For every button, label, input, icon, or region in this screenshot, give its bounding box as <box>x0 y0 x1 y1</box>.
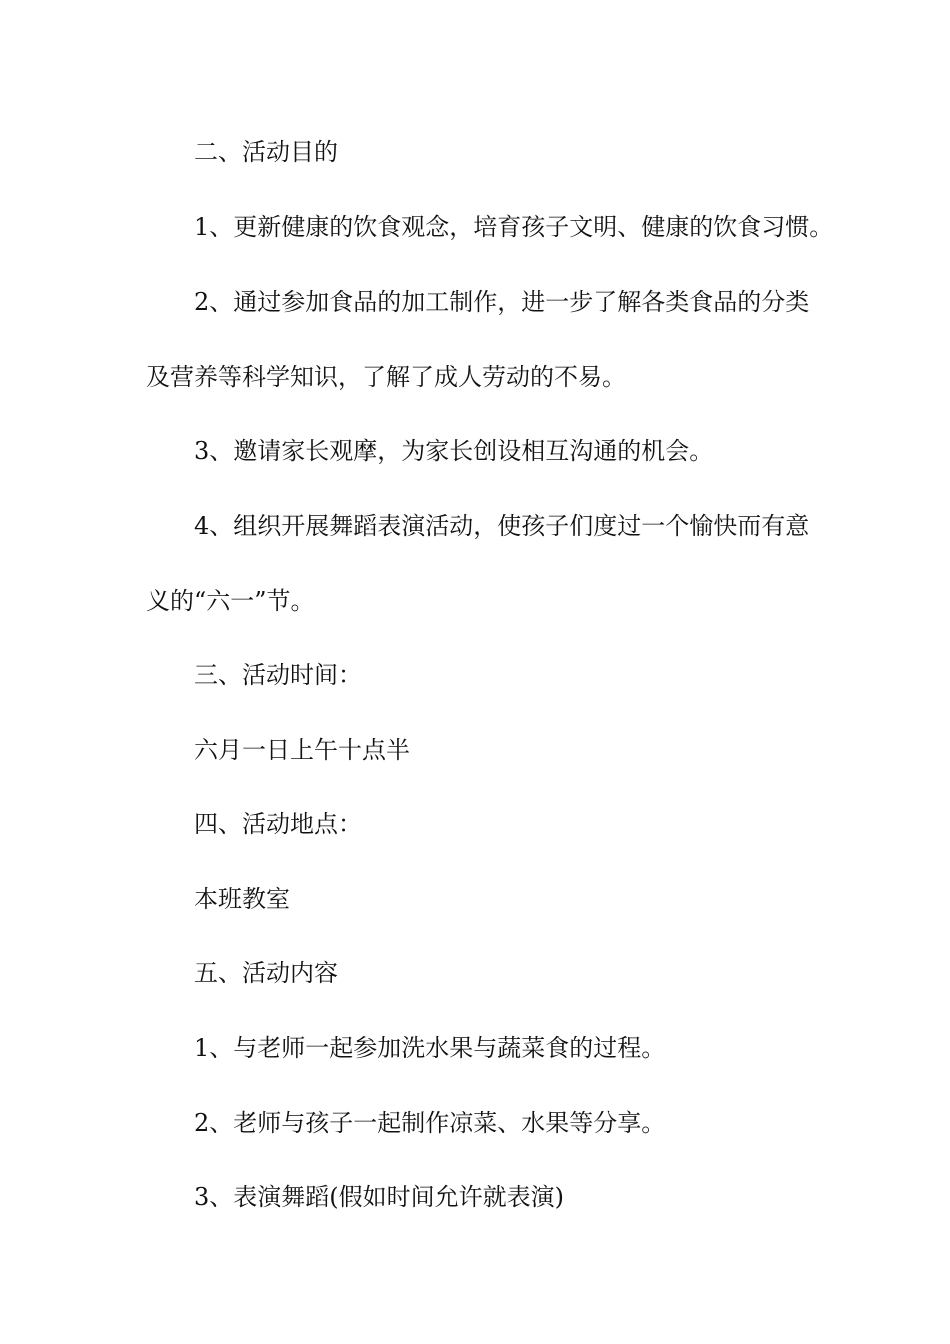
goal-item-2-continued: 及营养等科学知识，了解了成人劳动的不易。 <box>146 363 626 391</box>
content-item-2: 2、老师与孩子一起制作凉菜、水果等分享。 <box>194 1109 666 1137</box>
heading-activity-location: 四、活动地点： <box>194 810 362 838</box>
goal-item-1: 1、更新健康的饮食观念，培育孩子文明、健康的饮食习惯。 <box>194 213 834 241</box>
goal-item-4: 4、组织开展舞蹈表演活动，使孩子们度过一个愉快而有意 <box>194 512 810 540</box>
activity-time-value: 六月一日上午十点半 <box>194 736 410 764</box>
heading-activity-content: 五、活动内容 <box>194 959 338 987</box>
content-item-1: 1、与老师一起参加洗水果与蔬菜食的过程。 <box>194 1034 666 1062</box>
heading-activity-goals: 二、活动目的 <box>194 138 338 166</box>
activity-location-value: 本班教室 <box>194 885 290 913</box>
goal-item-3: 3、邀请家长观摩，为家长创设相互沟通的机会。 <box>194 437 714 465</box>
heading-activity-time: 三、活动时间： <box>194 661 362 689</box>
goal-item-4-continued: 义的“六一”节。 <box>146 587 315 615</box>
content-item-3: 3、表演舞蹈(假如时间允许就表演) <box>194 1183 564 1211</box>
goal-item-2: 2、通过参加食品的加工制作，进一步了解各类食品的分类 <box>194 288 810 316</box>
